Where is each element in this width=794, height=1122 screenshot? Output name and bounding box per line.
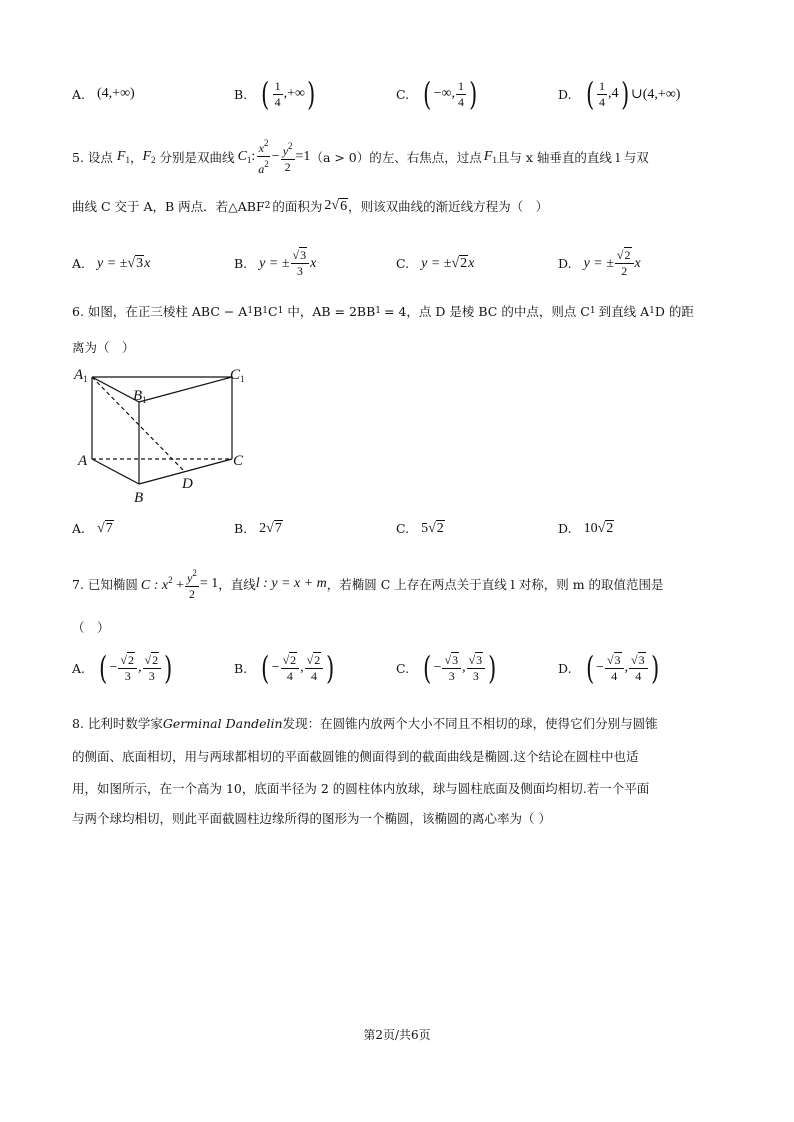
plus: + [172, 577, 185, 593]
option-label: A. [72, 660, 86, 676]
subscript: 1 [649, 306, 655, 316]
frac-den: 4 [599, 94, 606, 109]
var: y [282, 143, 289, 158]
frac-den: 2 [284, 159, 291, 174]
text: 5. 设点 [72, 149, 113, 165]
frac-den: 2 [621, 264, 628, 278]
text: D 的距 [654, 304, 694, 319]
radicand: 3 [300, 248, 307, 262]
text: 的面积为 [272, 199, 323, 214]
text: 分别是双曲线 [159, 149, 235, 165]
text: ， [129, 149, 143, 165]
coefficient: 5 [421, 520, 429, 536]
frac-den: 4 [274, 94, 281, 109]
radicand: 7 [274, 521, 282, 536]
q6-line-2: 离为（ ） [72, 340, 135, 355]
q4-option-d: D. ( $\frac{1}{4}$ ,4 ) ∪(4,+∞) [558, 75, 681, 113]
option-prefix: y = ± [259, 255, 290, 271]
option-head: −∞, [433, 86, 455, 101]
option-label: C. [396, 521, 410, 536]
text: 发现：在圆锥内放两个大小不同且不相切的球，使得它们分别与圆锥 [282, 716, 658, 731]
option-label: B. [234, 660, 248, 676]
option-label: B. [234, 521, 248, 536]
frac-den: 4 [457, 94, 464, 109]
q6-line-1 [72, 302, 694, 320]
radicand: 3 [614, 652, 621, 667]
radicand: 2 [128, 652, 134, 667]
option-label: D. [558, 521, 572, 536]
line-equation: l : y = x + m [255, 576, 327, 591]
subscript: 1 [246, 154, 252, 165]
option-label: B. [234, 256, 248, 271]
q7-option-a: A. ( − $\frac{√2}{3}$ , $\frac{√2}{3}$ ) [72, 649, 173, 687]
q5-line-2: 曲线 C 交于 A，B 两点．若△ABF 2 的面积为 2 √ 6 ，则该双曲线的渐近线方程为（ ） [72, 198, 549, 214]
option-tail: ,+∞ [283, 86, 306, 101]
frac-den: 2 [188, 587, 195, 601]
text: 的左、右焦点，过点 [369, 149, 482, 165]
radicand: 3 [136, 256, 144, 271]
var: C [237, 148, 247, 164]
var: F [142, 148, 152, 164]
q7-options-row [72, 649, 661, 687]
radicand: 2 [314, 652, 321, 667]
radicand: 2 [152, 652, 159, 667]
edge-ab [92, 459, 139, 484]
frac-den: 3 [448, 668, 455, 683]
frac-den: 3 [472, 668, 479, 683]
subscript: 1 [125, 154, 130, 165]
text: 8. 比利时数学家 [72, 716, 163, 731]
q6-options-row [72, 520, 614, 537]
var: y [187, 571, 193, 585]
frac-den: 4 [611, 668, 618, 683]
text: 曲线 C 交于 A，B 两点．若△ABF [72, 199, 265, 214]
prism-figure [72, 362, 252, 508]
coefficient: 2 [259, 520, 267, 536]
radicand: 2 [436, 521, 444, 536]
q8-line-3: 用，如图所示，在一个高为 10，底面半径为 2 的圆柱体内放球，球与圆柱底面及侧面均相切.若一个平面 [72, 781, 650, 796]
text: 中，AB = 2BB [287, 304, 376, 319]
var: a [258, 162, 265, 176]
text: 7. 已知椭圆 [72, 577, 138, 592]
q6-option-a: A. √ 7 [72, 520, 113, 536]
radicand: 3 [476, 652, 483, 667]
q8-line-1 [72, 714, 658, 732]
comma: , [138, 660, 142, 675]
q7-option-d: D. ( − $\frac{√3}{4}$ , $\frac{√3}{4}$ ) [558, 649, 659, 687]
option-var: x [144, 255, 151, 271]
option-tail: ,4 [608, 86, 619, 101]
q7-line-2: （ ） [72, 620, 110, 635]
text: = 4，点 D 是棱 BC 的中点，则点 C [384, 304, 590, 319]
subscript: 1 [262, 306, 268, 316]
radicand: 3 [638, 652, 645, 667]
option-label: A. [72, 256, 86, 271]
option-label: A. [72, 86, 86, 102]
frac-num: 1 [599, 78, 606, 93]
label-c1: $C_1$ [230, 367, 245, 384]
var: C [268, 303, 278, 319]
label-b1: $B_1$ [133, 388, 147, 405]
text: ，直线 [218, 577, 256, 592]
ellipse-lhs: C : x [140, 577, 169, 593]
var: x [258, 141, 264, 155]
q4-option-c: C. ( −∞, $\frac{1}{4}$ ) [396, 75, 478, 113]
superscript: 2 [192, 568, 197, 578]
frac-den: 3 [148, 668, 155, 683]
option-var: x [468, 255, 475, 271]
frac-den: 4 [635, 668, 642, 683]
subscript: 1 [277, 306, 284, 316]
q7-option-b: B. ( − $\frac{√2}{4}$ , $\frac{√2}{4}$ ) [234, 649, 335, 687]
text: 且与 x 轴垂直的直线 l 与双 [496, 149, 649, 165]
subscript: 2 [151, 154, 156, 165]
edge-a1b1 [92, 377, 139, 402]
label-a: A [78, 453, 88, 469]
radicand: 3 [452, 652, 459, 667]
superscript: 2 [288, 140, 293, 151]
option-prefix: y = ± [97, 255, 128, 271]
label-c: C [233, 453, 244, 469]
text: ，若椭圆 C 上存在两点关于直线 l 对称，则 m 的取值范围是 [326, 577, 664, 592]
option-prefix: y = ± [583, 255, 614, 271]
q5-line-1: 5. 设点 $F_1$ ， $F_2$ 分别是双曲线 $C_1$: $\frac{x^2}{a^2}$ − $\frac{y^2}{2}$ =1 （a > 0） 的左、右焦点，过点 $F_1$ 且与 x 轴垂直的直线 l 与双 [72, 138, 649, 176]
minus: − [433, 660, 442, 675]
radicand: 2 [290, 652, 297, 667]
radicand: 2 [460, 256, 468, 271]
var: F [116, 148, 126, 164]
edge-b1c1 [139, 377, 232, 402]
subscript: 1 [492, 154, 497, 165]
minus: − [109, 660, 118, 675]
radicand: 2 [606, 521, 614, 536]
q4-options-row [72, 75, 681, 113]
q4-option-b: B. ( $\frac{1}{4}$ ,+∞ ) [234, 75, 316, 113]
option-prefix: y = ± [421, 255, 452, 271]
option-label: D. [558, 86, 572, 102]
option-var: x [634, 255, 641, 271]
superscript: 2 [168, 574, 173, 585]
q6-option-c: C. 5 √ 2 [396, 520, 444, 536]
colon: : [251, 148, 256, 164]
var: B [253, 303, 263, 319]
page-footer: 第2页/共6页 [363, 1028, 431, 1042]
q6-option-b: B. 2 √ 7 [234, 520, 282, 536]
option-union: ∪(4,+∞) [631, 86, 681, 102]
q7-option-c: C. ( − $\frac{√3}{3}$ , $\frac{√3}{3}$ ) [396, 649, 497, 687]
frac-num: 1 [274, 78, 281, 93]
subscript: 2 [264, 201, 271, 211]
q7-line-1 [72, 566, 664, 602]
minus: − [271, 660, 280, 675]
q6-option-d: D. 10 √ 2 [558, 520, 614, 536]
q5-options-row [72, 248, 641, 279]
radicand: 2 [624, 248, 631, 262]
text: ，则该双曲线的渐近线方程为（ ） [348, 199, 549, 214]
label-a1: $A_1$ [74, 367, 88, 384]
q5-option-b: B. y = ± $\frac{√3}{3}$ x [234, 248, 317, 278]
comma: , [462, 660, 466, 675]
coefficient: 10 [583, 520, 598, 536]
subscript: 1 [375, 306, 382, 316]
option-value: (4,+∞) [97, 86, 135, 101]
frac-den: 4 [310, 668, 317, 683]
condition: （a > 0） [310, 149, 370, 165]
mathematician-name: Germinal Dandelin [162, 715, 283, 731]
q8-line-2: 的侧面、底面相切，用与两球都相切的平面截圆锥的侧面得到的截面曲线是椭圆.这个结论在圆柱中也适 [72, 749, 639, 764]
label-b: B [134, 490, 144, 506]
option-label: D. [558, 660, 572, 676]
subscript: 1 [247, 306, 254, 316]
q8-line-4: 与两个球均相切，则此平面截圆柱边缘所得的图形为一个椭圆，该椭圆的离心率为（ ） [72, 811, 551, 826]
coefficient: 2 [324, 198, 332, 213]
option-label: A. [72, 521, 86, 536]
radicand: 7 [105, 521, 113, 536]
superscript: 2 [263, 138, 269, 148]
frac-den: 3 [124, 668, 131, 683]
q5-option-c: C. y = ± √ 2 x [396, 255, 475, 271]
q4-option-a [72, 86, 234, 102]
comma: , [624, 660, 629, 675]
frac-num: 1 [457, 78, 464, 93]
option-var: x [310, 255, 317, 271]
equals: =1 [295, 148, 311, 164]
option-label: C. [396, 86, 410, 102]
option-label: D. [558, 256, 572, 271]
comma: , [300, 660, 304, 675]
option-label: C. [396, 256, 410, 271]
option-label: B. [234, 86, 248, 102]
text: 6. 如图，在正三棱柱 ABC − A [72, 304, 248, 319]
option-label: C. [396, 660, 410, 676]
q5-option-a: A. y = ± √ 3 x [72, 255, 151, 271]
frac-den: 3 [296, 264, 303, 278]
superscript: 2 [264, 159, 269, 169]
q5-option-d: D. y = ± $\frac{√2}{2}$ x [558, 248, 641, 278]
label-d: D [182, 476, 193, 492]
radicand: 6 [340, 198, 348, 214]
subscript: 1 [589, 306, 596, 316]
frac-den: 4 [286, 668, 293, 683]
minus: − [596, 660, 604, 675]
text: 到直线 A [598, 304, 650, 319]
var: F [483, 148, 493, 164]
equals: = 1 [199, 576, 219, 591]
